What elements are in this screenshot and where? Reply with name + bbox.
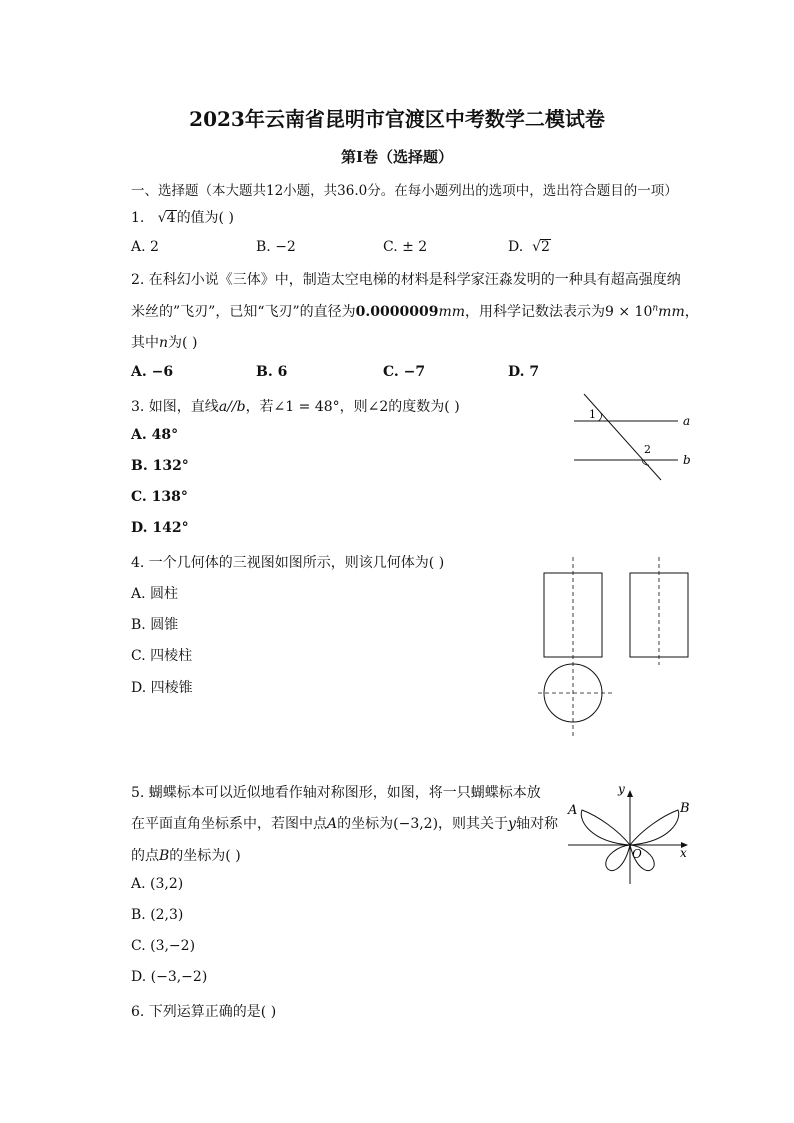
angle-2-label: 2 (644, 443, 651, 456)
axis-label: y (508, 816, 516, 832)
option-a: A. −6 (131, 364, 174, 380)
text: ，用科学记数法表示为 (465, 304, 606, 320)
option-d: D. 7 (508, 364, 540, 380)
option-a: A. 2 (131, 239, 159, 255)
question-5-line-3 (131, 845, 241, 865)
option-c: C. (3,−2) (131, 938, 196, 954)
y-axis-arrow (627, 790, 633, 797)
option-d: D. (−3,−2) (131, 969, 208, 985)
unit: mm (438, 304, 466, 320)
number: 0.0000009 (355, 304, 439, 320)
text: 轴对称 (515, 816, 558, 832)
question-number: 1. (131, 210, 145, 226)
question-5-line-1: 5. 蝴蝶标本可以近似地看作轴对称图形，如图，将一只蝴蝶标本放 (131, 785, 541, 801)
radicand: 2 (541, 239, 550, 255)
text: 其中 (131, 335, 159, 351)
option-c: C. 四棱柱 (131, 648, 193, 664)
option-b: B. (2,3) (131, 907, 184, 923)
point-b-label: B (680, 801, 690, 816)
question-2-line-2 (131, 301, 699, 321)
transversal-line (584, 394, 661, 480)
text: 的坐标为( ) (169, 848, 241, 864)
page-title: 2023年云南省昆明市官渡区中考数学二模试卷 (189, 107, 605, 131)
three-view-figure (530, 555, 700, 745)
option-letter: D. (508, 239, 524, 255)
section-heading: 一、选择题（本大题共12小题，共36.0分。在每小题列出的选项中，选出符合题目的一项） (131, 183, 678, 199)
angle-1-arc (598, 413, 602, 421)
option-a: A. (3,2) (131, 876, 184, 892)
expression: 9 × 10 (605, 304, 653, 320)
upper-left-wing (581, 810, 630, 845)
text: ，若∠1 = 48°，则∠2的度数为( ) (245, 399, 460, 415)
exponent: n (652, 303, 659, 314)
butterfly-figure (560, 780, 700, 886)
angle-1-label: 1 (589, 408, 596, 421)
unit: mm (658, 304, 685, 320)
variable: n (159, 335, 169, 351)
option-b: B. 6 (256, 364, 288, 380)
punct: ， (684, 304, 699, 320)
expression: a//b (218, 399, 246, 415)
option-d: D. 四棱锥 (131, 680, 193, 696)
radicand: 4 (166, 210, 176, 226)
question-1 (131, 207, 234, 227)
upper-right-wing (630, 810, 679, 845)
question-4: 4. 一个几何体的三视图如图所示，则该几何体为( ) (131, 555, 445, 571)
option-a: A. 圆柱 (131, 586, 179, 602)
text: 在平面直角坐标系中，若图中点 (131, 816, 327, 832)
question-5-line-2 (131, 813, 558, 833)
text: 3. 如图，直线 (131, 399, 219, 415)
option-a: A. 48° (131, 427, 179, 443)
text: 米丝的”飞刃”，已知“飞刃”的直径为 (131, 304, 356, 320)
question-text: 的值为( ) (176, 210, 234, 226)
option-d: D. 142° (131, 520, 189, 536)
text: 的点 (131, 848, 159, 864)
point-label: B (159, 848, 170, 864)
option-b: B. −2 (256, 239, 296, 255)
lower-left-wing (606, 845, 630, 871)
x-axis-label: x (680, 846, 687, 860)
question-2-line-3 (131, 332, 197, 352)
question-6: 6. 下列运算正确的是( ) (131, 1004, 277, 1020)
parallel-lines-figure (560, 392, 700, 488)
line-a-label: a (683, 414, 691, 428)
option-c: C. ± 2 (383, 239, 428, 255)
text: 的坐标为(−3,2)，则其关于 (337, 816, 509, 832)
option-c: C. −7 (383, 364, 426, 380)
question-2-line-1: 2. 在科幻小说《三体》中，制造太空电梯的材料是科学家汪淼发明的一种具有超高强度纳 (131, 272, 681, 288)
option-b: B. 132° (131, 458, 189, 474)
point-label: A (327, 816, 338, 832)
text: 为( ) (168, 335, 198, 351)
option-d (508, 239, 551, 255)
page-subtitle: 第Ⅰ卷（选择题） (340, 148, 454, 166)
sqrt-sign: √ (157, 210, 167, 226)
origin-label: O (632, 847, 642, 861)
point-a-label: A (568, 803, 578, 818)
sqrt-sign: √ (532, 239, 542, 255)
option-c: C. 138° (131, 489, 188, 505)
line-b-label: b (683, 453, 691, 467)
y-axis-label: y (618, 782, 625, 796)
question-3 (131, 396, 460, 416)
option-b: B. 圆锥 (131, 617, 179, 633)
